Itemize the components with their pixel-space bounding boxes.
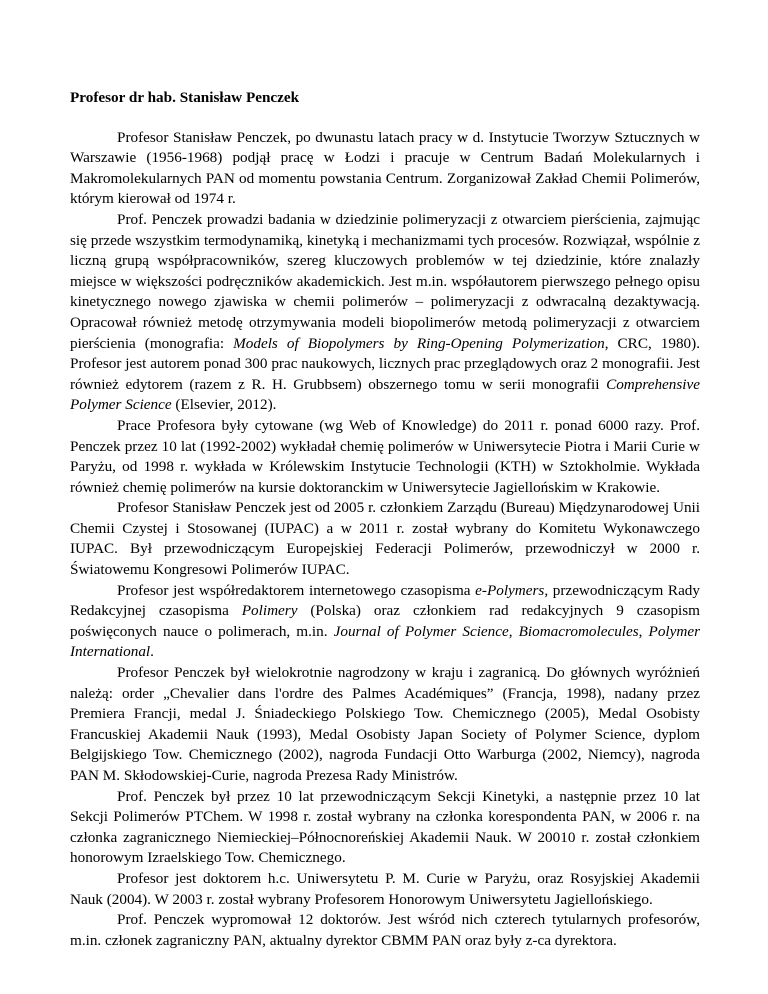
paragraph — [70, 128, 700, 210]
text-run: Prof. Penczek był przez 10 lat przewodniczącym Sekcji Kinetyki, a następnie przez 10 lat Sekcji Polimerów PTChem. W 1998 r. został wybrany na członka korespondenta PAN, w 2006 r. na członka zagranicznego Niemieckiej–Północnoreńskiej Akademii Nauk. W 20010 r. został członkiem honorowym Izraelskiego Tow. Chemicznego. — [70, 787, 700, 867]
text-run: Profesor jest współredaktorem internetowego czasopisma — [117, 581, 476, 599]
text-run: Profesor Stanisław Penczek, po dwunastu latach pracy w d. Instytucie Tworzyw Sztucznych w Warszawie (1956-1968) podjął pracę w Łodzi i pracuje w Centrum Badań Molekularnych i Makromolekularnych PAN od momentu powstania Centrum. Zorganizował Zakład Chemii Polimerów, którym kierował od 1974 r. — [70, 128, 700, 208]
paragraph — [70, 416, 700, 498]
italic-text: e-Polymers — [475, 581, 545, 599]
text-run: , przewodniczącym Rady Redakcyjnej czasopisma — [70, 581, 700, 620]
paragraph — [70, 910, 700, 951]
paragraph — [70, 869, 700, 910]
text-run: Prace Profesora były cytowane (wg Web of Knowledge) do 2011 r. ponad 6000 razy. Prof. Penczek przez 10 lat (1992-2002) wykładał chemię polimerów w Uniwersytecie Piotra i Marii Curie w Paryżu, od 1998 r. wykłada w Królewskim Instytucie Technologii (KTH) w Sztokholmie. Wykłada również chemię polimerów na kursie doktoranckim w Uniwersytecie Jagiellońskim w Krakowie. — [70, 416, 700, 496]
paragraph — [70, 498, 700, 580]
text-run: Profesor Penczek był wielokrotnie nagrodzony w kraju i zagranicą. Do głównych wyróżnień należą: order „Chevalier dans l'ordre des Palmes Académiques” (Francja, 1998), nadany przez Premiera Francji, medal J. Śniadeckiego Polskiego Tow. Chemicznego (2005), Medal Osobisty Francuskiej Akademii Nauk (1993), Medal Osobisty Japan Society of Polymer Science, dyplom Belgijskiego Tow. Chemicznego (2002), nagroda Fundacji Otto Warburga (2002, Niemcy), nagroda PAN M. Skłodowskiej-Curie, nagroda Prezesa Rady Ministrów. — [70, 664, 700, 784]
text-run: , — [638, 622, 649, 640]
italic-text: Comprehensive Polymer Science — [70, 375, 700, 414]
paragraph — [70, 663, 700, 787]
document-body — [70, 128, 700, 952]
text-run: , — [508, 622, 519, 640]
text-run: , CRC, 1980). Profesor jest autorem ponad 300 prac naukowych, licznych prac przeglądowych oraz 2 monografii. Jest również edytorem (razem z R. H. Grubbsem) obszernego tomu w serii monografii — [70, 334, 700, 393]
paragraph — [70, 210, 700, 416]
text-run: Profesor jest doktorem h.c. Uniwersytetu P. M. Curie w Paryżu, oraz Rosyjskiej Akademii Nauk (2004). W 2003 r. został wybrany Profesorem Honorowym Uniwersytetu Jagiellońskiego. — [70, 869, 700, 908]
italic-text: Journal of Polymer Science — [333, 622, 509, 640]
italic-text: Polimery — [241, 602, 298, 620]
text-run: . — [150, 643, 154, 661]
text-run: Prof. Penczek prowadzi badania w dziedzinie polimeryzacji z otwarciem pierścienia, zajmując się przede wszystkim termodynamiką, kinetyką i mechanizmami tych procesów. Rozwiązał, wspólnie z liczną grupą współpracowników, szereg kluczowych problemów w tej dziedzinie, które znalazły miejsce w większości podręczników akademickich. Jest m.in. współautorem pierwszego pełnego opisu kinetycznego nowego zjawiska w chemii polimerów – polimeryzacji z odwracalną dezaktywacją. Opracował również metodę otrzymywania modeli biopolimerów metodą polimeryzacji z otwarciem pierścienia (monografia: — [70, 210, 700, 352]
italic-text: Models of Biopolymers by Ring-Opening Polymerization — [233, 334, 605, 352]
italic-text: Biomacromolecules — [518, 622, 639, 640]
text-run: Prof. Penczek wypromował 12 doktorów. Jest wśród nich czterech tytularnych profesorów, m.in. członek zagraniczny PAN, aktualny dyrektor CBMM PAN oraz były z-ca dyrektora. — [70, 911, 700, 949]
text-run: (Polska) oraz członkiem rad redakcyjnych 9 czasopism poświęconych nauce o polimerach, m.in. — [70, 602, 700, 640]
italic-text: Polymer International — [70, 622, 700, 661]
paragraph — [70, 581, 700, 663]
text-run: (Elsevier, 2012). — [171, 396, 277, 414]
document-title: Profesor dr hab. Stanisław Penczek — [70, 89, 300, 106]
text-run: Profesor Stanisław Penczek jest od 2005 r. członkiem Zarządu (Bureau) Międzynarodowej Unii Chemii Czystej i Stosowanej (IUPAC) a w 2011 r. został wybrany do Komitetu Wykonawczego IUPAC. Był przewodniczącym Europejskiej Federacji Polimerów, przewodniczył w 2000 r. Światowemu Kongresowi Polimerów IUPAC. — [70, 499, 700, 579]
paragraph — [70, 787, 700, 869]
